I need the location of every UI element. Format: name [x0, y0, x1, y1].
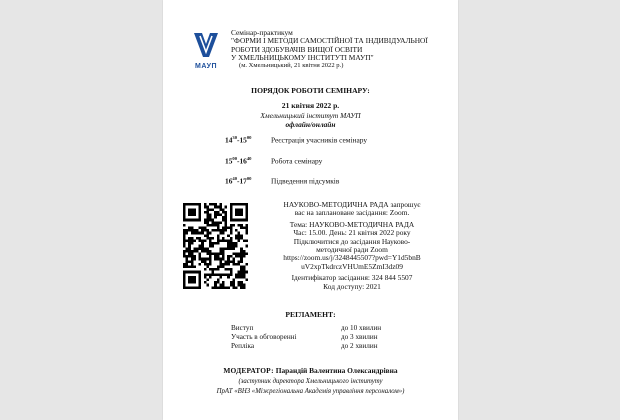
- moderator-role: (заступник директора Хмельницького інституту: [238, 378, 383, 385]
- reglament-row: Репліка до 2 хвилин: [231, 342, 378, 350]
- reglament-row: Участь в обговоренні до 3 хвилин: [231, 333, 378, 341]
- zoom-invitation: [253, 201, 451, 291]
- zoom-line: Час: 15.00. День: 21 квітня 2022 року: [293, 228, 411, 238]
- moderator-name: Парандій Валентина Олександрівна: [275, 366, 398, 375]
- program-venue: Хмельницький інститут МАУП: [260, 111, 361, 120]
- header-line: "ФОРМИ І МЕТОДИ САМОСТІЙНОЇ ТА ІНДИВІДУАЛЬНОЇ: [231, 36, 428, 46]
- header-line: Семінар-практикум: [231, 28, 293, 37]
- program-title: ПОРЯДОК РОБОТИ СЕМІНАРУ:: [251, 86, 370, 95]
- header-line: У ХМЕЛЬНИЦЬКОМУ ІНСТИТУТІ МАУП": [231, 52, 374, 62]
- schedule-label: Реєстрація учасників семінару: [271, 135, 368, 145]
- zoom-line: методичної ради Zoom: [316, 245, 388, 255]
- moderator-org: ПрАТ «ВНЗ «Міжрегіональна Академія управління персоналом»): [216, 388, 405, 395]
- program-format: офлайн/онлайн: [285, 120, 336, 129]
- zoom-link-cont[interactable]: uV2xpTkdrczVHUmE5ZmI3dz09: [301, 261, 403, 271]
- reglament-title: РЕГЛАМЕНТ:: [285, 310, 336, 319]
- meeting-id: Ідентифікатор засідання: 324 844 5507: [291, 273, 413, 283]
- schedule-item: [225, 135, 367, 144]
- moderator-label: МОДЕРАТОР:: [223, 366, 274, 375]
- qr-code-icon[interactable]: [183, 203, 248, 289]
- place-date: (м. Хмельницький, 21 квітня 2022 р.): [239, 62, 344, 70]
- schedule-label: Робота семінару: [271, 156, 323, 166]
- schedule-time: $14^{30}-15^{00}$: [225, 135, 252, 145]
- zoom-link[interactable]: https://zoom.us/j/3248445507?pwd=Y1d5bnB: [283, 253, 421, 263]
- schedule-time: $15^{00}-16^{40}$: [225, 156, 252, 166]
- logo-text: МАУП: [194, 63, 217, 70]
- header-line: РОБОТИ ЗДОБУВАЧІВ ВИЩОЇ ОСВІТИ: [231, 44, 363, 54]
- moderator: [163, 366, 458, 375]
- schedule-item: [225, 176, 339, 185]
- schedule-item: [225, 156, 322, 165]
- zoom-line: НАУКОВО-МЕТОДИЧНА РАДА запрошує: [283, 200, 421, 209]
- schedule-time: $16^{40}-17^{00}$: [225, 176, 252, 186]
- seminar-header: [231, 29, 456, 70]
- schedule-label: Підведення підсумків: [271, 176, 340, 186]
- reglament-list: [231, 324, 381, 351]
- access-code: Код доступу: 2021: [323, 281, 381, 291]
- zoom-line: Підключитися до засідання Науково-: [293, 236, 411, 246]
- zoom-line: Тема: НАУКОВО-МЕТОДИЧНА РАДА: [289, 219, 415, 229]
- document-page: [163, 0, 458, 420]
- program-date: 21 квітня 2022 р.: [281, 101, 340, 110]
- reglament-row: Виступ до 10 хвилин: [231, 324, 382, 332]
- zoom-line: вас на заплановане засідання: Zoom.: [294, 208, 410, 218]
